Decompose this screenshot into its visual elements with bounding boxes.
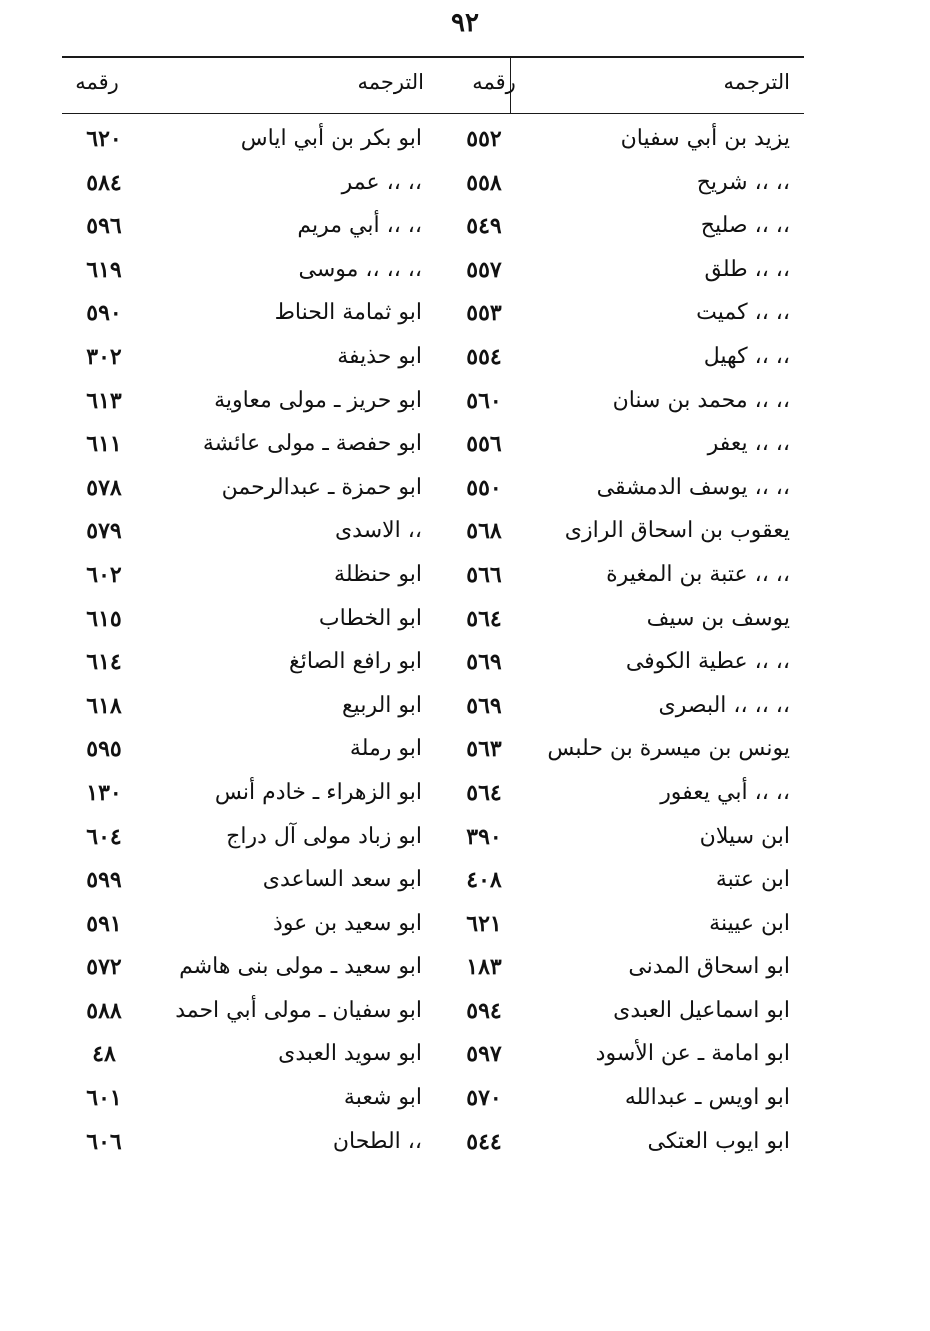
entry-number-right: ٥٥٦ (466, 431, 502, 458)
entry-name-left: ابو سعيد ـ مولى بنى هاشم (179, 954, 422, 980)
entry-number-left: ٥٨٤ (86, 169, 122, 196)
entry-number-left: ٦٠١ (86, 1085, 122, 1112)
entry-name-right: ابو ايوب العتكى (647, 1128, 790, 1154)
entry-number-right: ٥٥٠ (466, 474, 502, 501)
table-row (62, 818, 804, 862)
header-number-right: رقمه (472, 70, 516, 94)
entry-name-right: ابن سيلان (699, 823, 790, 849)
entry-number-right: ٥٦٤ (466, 605, 502, 632)
entry-name-left: ابو ثمامة الحناط (274, 300, 422, 326)
table-row (62, 382, 804, 426)
entry-name-left: ابو حفصة ـ مولى عائشة (202, 431, 422, 457)
entry-name-left: ابو سويد العبدى (278, 1041, 422, 1067)
entry-number-left: ٦١٤ (86, 649, 122, 676)
entry-name-left: ابو سعد الساعدى (262, 867, 422, 893)
table-row (62, 730, 804, 774)
table-row (62, 1123, 804, 1167)
page-number: ٩٢ (451, 8, 479, 38)
entry-number-left: ٥٩١ (86, 910, 122, 937)
entry-number-left: ٥٧٢ (86, 954, 122, 981)
entry-number-right: ٥٤٤ (466, 1128, 502, 1155)
entry-name-left: ابو شعبة (343, 1085, 422, 1111)
table-row (62, 861, 804, 905)
entry-name-right: يعقوب بن اسحاق الرازى (564, 518, 790, 544)
entry-number-right: ٥٦٩ (466, 692, 502, 719)
entry-number-left: ٥٩٥ (86, 736, 122, 763)
entry-number-right: ٥٥٤ (466, 343, 502, 370)
entry-number-left: ٥٨٨ (86, 997, 122, 1024)
entry-number-left: ٦٠٦ (86, 1128, 122, 1155)
entry-name-left: ،، ،، أبي مريم (297, 213, 422, 239)
entry-name-right: ،، ،، يوسف الدمشقى (596, 474, 790, 500)
entry-number-left: ٥٩٠ (86, 300, 122, 327)
entry-name-left: ابو رملة (349, 736, 422, 762)
table-row (62, 512, 804, 556)
entry-name-right: ،، ،، شريح (696, 169, 790, 195)
entry-name-right: ،، ،، ،، البصرى (658, 692, 790, 718)
entry-name-left: ،، الطحان (332, 1128, 422, 1154)
entry-name-left: ابو بكر بن أبي اياس (240, 126, 422, 151)
entry-number-right: ٥٦٨ (466, 518, 502, 545)
table-row (62, 556, 804, 600)
table-row (62, 905, 804, 949)
entry-name-right: يونس بن ميسرة بن حلبس (547, 736, 790, 762)
header-rule (62, 113, 804, 114)
table-row (62, 251, 804, 295)
entry-number-right: ٥٦٣ (466, 736, 502, 763)
entry-number-left: ٦١٨ (86, 692, 122, 719)
entry-number-right: ٥٥٣ (466, 300, 502, 327)
entry-name-left: ابو رافع الصائغ (289, 649, 422, 675)
header-name-right: الترجمه (723, 70, 790, 94)
entry-number-left: ٦٠٢ (86, 561, 122, 588)
entry-number-right: ١٨٣ (466, 954, 502, 981)
entry-name-right: ،، ،، طلق (704, 256, 790, 282)
entry-name-left: ابو الخطاب (318, 605, 422, 631)
table-row (62, 643, 804, 687)
entry-number-right: ٤٠٨ (466, 867, 502, 894)
entry-name-right: يزيد بن أبي سفيان (620, 126, 790, 151)
entry-number-left: ٥٧٨ (86, 474, 122, 501)
entry-name-right: ،، ،، عتبة بن المغيرة (606, 561, 790, 587)
entry-number-left: ٥٧٩ (86, 518, 122, 545)
entry-number-right: ٣٩٠ (466, 823, 502, 850)
table-row (62, 1079, 804, 1123)
header-name-left: الترجمه (357, 70, 424, 94)
entry-name-left: ابو زباد مولى آل دراج (226, 823, 422, 849)
entry-number-right: ٥٥٧ (466, 256, 502, 283)
entry-number-left: ٦٠٤ (86, 823, 122, 850)
entry-name-left: ابو الربيع (341, 692, 422, 718)
entry-number-right: ٦٢١ (466, 910, 502, 937)
entry-number-left: ٥٩٩ (86, 867, 122, 894)
entry-name-left: ابو حمزة ـ عبدالرحمن (221, 474, 422, 500)
table-header (62, 66, 804, 106)
entry-number-right: ٥٦٤ (466, 779, 502, 806)
entry-number-right: ٥٦٩ (466, 649, 502, 676)
table-row (62, 992, 804, 1036)
entry-number-right: ٥٩٤ (466, 997, 502, 1024)
header-number-left: رقمه (75, 70, 119, 94)
entry-name-left: ،، ،، عمر (341, 169, 422, 195)
entry-name-right: ابن عيينة (709, 910, 790, 936)
table-row (62, 207, 804, 251)
entry-name-left: ابو سعيد بن عوذ (273, 910, 422, 936)
table-row (62, 1035, 804, 1079)
entry-number-right: ٥٩٧ (466, 1041, 502, 1068)
entry-name-left: ابو حريز ـ مولى معاوية (214, 387, 422, 413)
entry-number-right: ٥٧٠ (466, 1085, 502, 1112)
entry-number-right: ٥٦٠ (466, 387, 502, 414)
table-row (62, 469, 804, 513)
entry-number-left: ٦١٥ (86, 605, 122, 632)
table-row (62, 948, 804, 992)
entry-number-right: ٥٥٢ (466, 126, 502, 152)
table-row (62, 338, 804, 382)
entry-name-right: ابو اسماعيل العبدى (613, 997, 790, 1023)
entry-name-left: ابو الزهراء ـ خادم أنس (214, 779, 422, 805)
entry-number-right: ٥٥٨ (466, 169, 502, 196)
entry-name-left: ،، ،، ،، موسى (298, 256, 422, 282)
entry-name-right: ابو امامة ـ عن الأسود (595, 1041, 790, 1067)
index-table (62, 120, 804, 1166)
entry-number-left: ٣٠٢ (86, 343, 122, 370)
entry-name-right: ،، ،، يعفر (707, 431, 790, 457)
entry-name-right: ،، ،، صليح (700, 213, 790, 239)
table-row (62, 425, 804, 469)
table-row (62, 120, 804, 164)
top-rule (62, 56, 804, 58)
table-row (62, 687, 804, 731)
entry-name-right: ،، ،، كميت (696, 300, 790, 326)
entry-name-right: ،، ،، أبي يعفور (660, 779, 790, 805)
entry-number-left: ٦٢٠ (86, 126, 122, 152)
entry-name-right: ابو اويس ـ عبدالله (624, 1085, 790, 1111)
entry-name-right: ،، ،، محمد بن سنان (612, 387, 790, 413)
entry-name-right: يوسف بن سيف (646, 605, 790, 631)
entry-number-right: ٥٤٩ (466, 213, 502, 240)
entry-number-left: ٦١٣ (86, 387, 122, 414)
entry-name-right: ،، ،، كهيل (703, 343, 790, 369)
table-row (62, 600, 804, 644)
entry-number-left: ٥٩٦ (86, 213, 122, 240)
entry-name-left: ابو سفيان ـ مولى أبي احمد (175, 997, 422, 1023)
table-row (62, 294, 804, 338)
table-row (62, 774, 804, 818)
entry-number-left: ٦١٩ (86, 256, 122, 283)
entry-name-left: ابو حنظلة (334, 561, 422, 587)
entry-number-right: ٥٦٦ (466, 561, 502, 588)
entry-name-right: ابو اسحاق المدنى (628, 954, 790, 980)
entry-number-left: ٤٨ (92, 1041, 116, 1068)
entry-number-left: ٦١١ (86, 431, 122, 458)
table-row (62, 164, 804, 208)
entry-name-left: ابو حذيفة (337, 343, 422, 369)
entry-name-right: ابن عتبة (715, 867, 790, 893)
entry-number-left: ١٣٠ (86, 779, 122, 806)
entry-name-right: ،، ،، عطية الكوفى (625, 649, 790, 675)
entry-name-left: ،، الاسدى (334, 518, 422, 544)
